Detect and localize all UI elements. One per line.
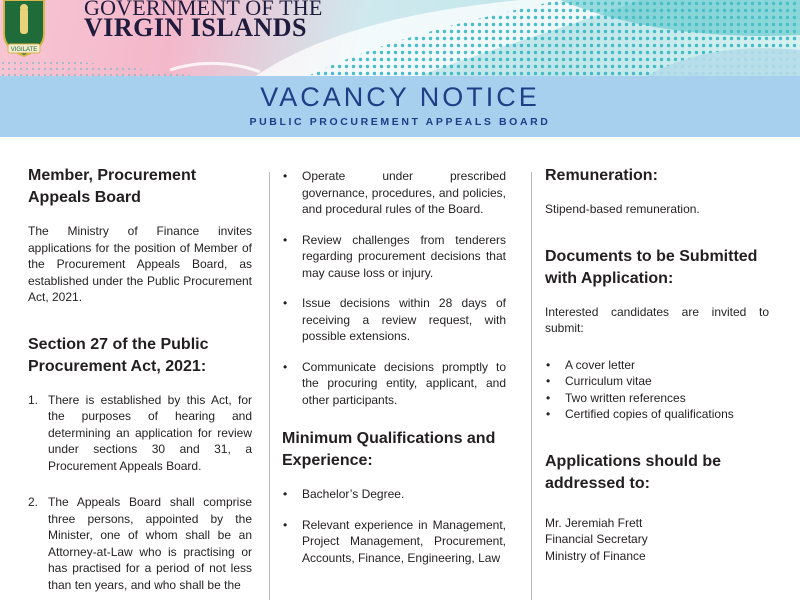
bullet-icon: •: [546, 390, 551, 405]
column-left: [28, 165, 252, 593]
qualifications-heading: Minimum Qualifications and Experience:: [282, 430, 496, 469]
list-item: [28, 392, 252, 475]
intro-paragraph: The Ministry of Finance invites applications for the position of Member of the Procurement Appeals Board, as established under the Public Procurement Act, 2021.: [28, 224, 252, 304]
address-line: Mr. Jeremiah Frett: [545, 515, 643, 530]
page-title: VACANCY NOTICE: [260, 82, 540, 112]
list-item: [28, 494, 252, 593]
bullet-icon: •: [546, 357, 551, 372]
item-text: Operate under prescribed governance, procedures, and policies, and procedural rules of the Board.: [302, 169, 506, 216]
list-item: [282, 486, 506, 503]
duties-list: [282, 168, 506, 408]
list-item: [282, 517, 506, 567]
bullet-icon: •: [283, 517, 288, 532]
coat-of-arms-icon: [0, 0, 48, 58]
applications-heading: Applications should be addressed to:: [545, 452, 722, 492]
bullet-icon: •: [546, 374, 551, 388]
documents-heading: Documents to be Submitted with Application:: [545, 247, 758, 287]
item-text: Relevant experience in Management, Project Management, Procurement, Accounts, Finance, Engineering, Law: [302, 517, 506, 565]
bullet-icon: •: [283, 169, 288, 183]
column-divider-1: [269, 172, 270, 600]
item-text: Certified copies of qualifications: [565, 407, 734, 421]
government-name-line1: GOVERNMENT OF THE: [84, 0, 323, 20]
section27-heading: Section 27 of the Public Procurement Act, 2021:: [28, 335, 209, 375]
item-text: Issue decisions within 28 days of receiving a review request, with possible extensions.: [302, 296, 506, 343]
address-line: Ministry of Finance: [545, 548, 646, 563]
list-item: [282, 295, 506, 345]
item-text: Review challenges from tenderers regarding procurement decisions that may cause loss or injury.: [302, 232, 506, 280]
bullet-icon: •: [283, 359, 288, 374]
government-name-line2: VIRGIN ISLANDS: [84, 13, 307, 42]
bullet-icon: •: [283, 232, 288, 247]
remuneration-heading: Remuneration:: [545, 167, 658, 184]
item-number: 2.: [28, 495, 39, 509]
list-item: [282, 232, 506, 282]
header-banner: [0, 0, 800, 80]
documents-intro: Interested candidates are invited to submit:: [545, 304, 769, 335]
crest-motto-text: VIGILATE: [10, 47, 38, 53]
page-subtitle: PUBLIC PROCUREMENT APPEALS BOARD: [249, 116, 551, 128]
list-item: [282, 168, 506, 218]
list-item: [545, 357, 769, 374]
remuneration-text: Stipend-based remuneration.: [545, 202, 700, 216]
documents-list: [545, 357, 769, 423]
bullet-icon: •: [283, 487, 288, 501]
column-divider-2: [531, 172, 532, 600]
list-item: [545, 390, 769, 407]
item-text: Communicate decisions promptly to the procuring entity, applicant, and other participants.: [302, 359, 506, 407]
list-item: [282, 359, 506, 409]
qualifications-list: [282, 486, 506, 566]
bullet-icon: •: [283, 296, 288, 310]
title-band: [0, 76, 800, 137]
list-item: [545, 373, 769, 390]
item-text: Bachelor’s Degree.: [302, 487, 405, 501]
column-right: [545, 165, 769, 564]
item-number: 1.: [28, 392, 39, 407]
address-line: Financial Secretary: [545, 532, 648, 546]
bullet-icon: •: [546, 407, 551, 421]
item-text: The Appeals Board shall comprise three persons, appointed by the Minister, one of whom shall be an Attorney-at-Law who is practising or has practised for a period of not less than ten years, and who shall be the: [48, 495, 252, 592]
column-middle: [282, 168, 506, 580]
section27-list: [28, 392, 252, 594]
list-item: [545, 406, 769, 423]
item-text: Two written references: [565, 390, 686, 405]
position-heading: Member, Procurement Appeals Board: [28, 167, 197, 206]
item-text: There is established by this Act, for the purposes of hearing and determining an application for review under sections 30 and 31, a Procurement Appeals Board.: [48, 392, 252, 473]
item-text: Curriculum vitae: [565, 374, 652, 388]
address-block: [545, 515, 769, 565]
item-text: A cover letter: [565, 357, 636, 372]
